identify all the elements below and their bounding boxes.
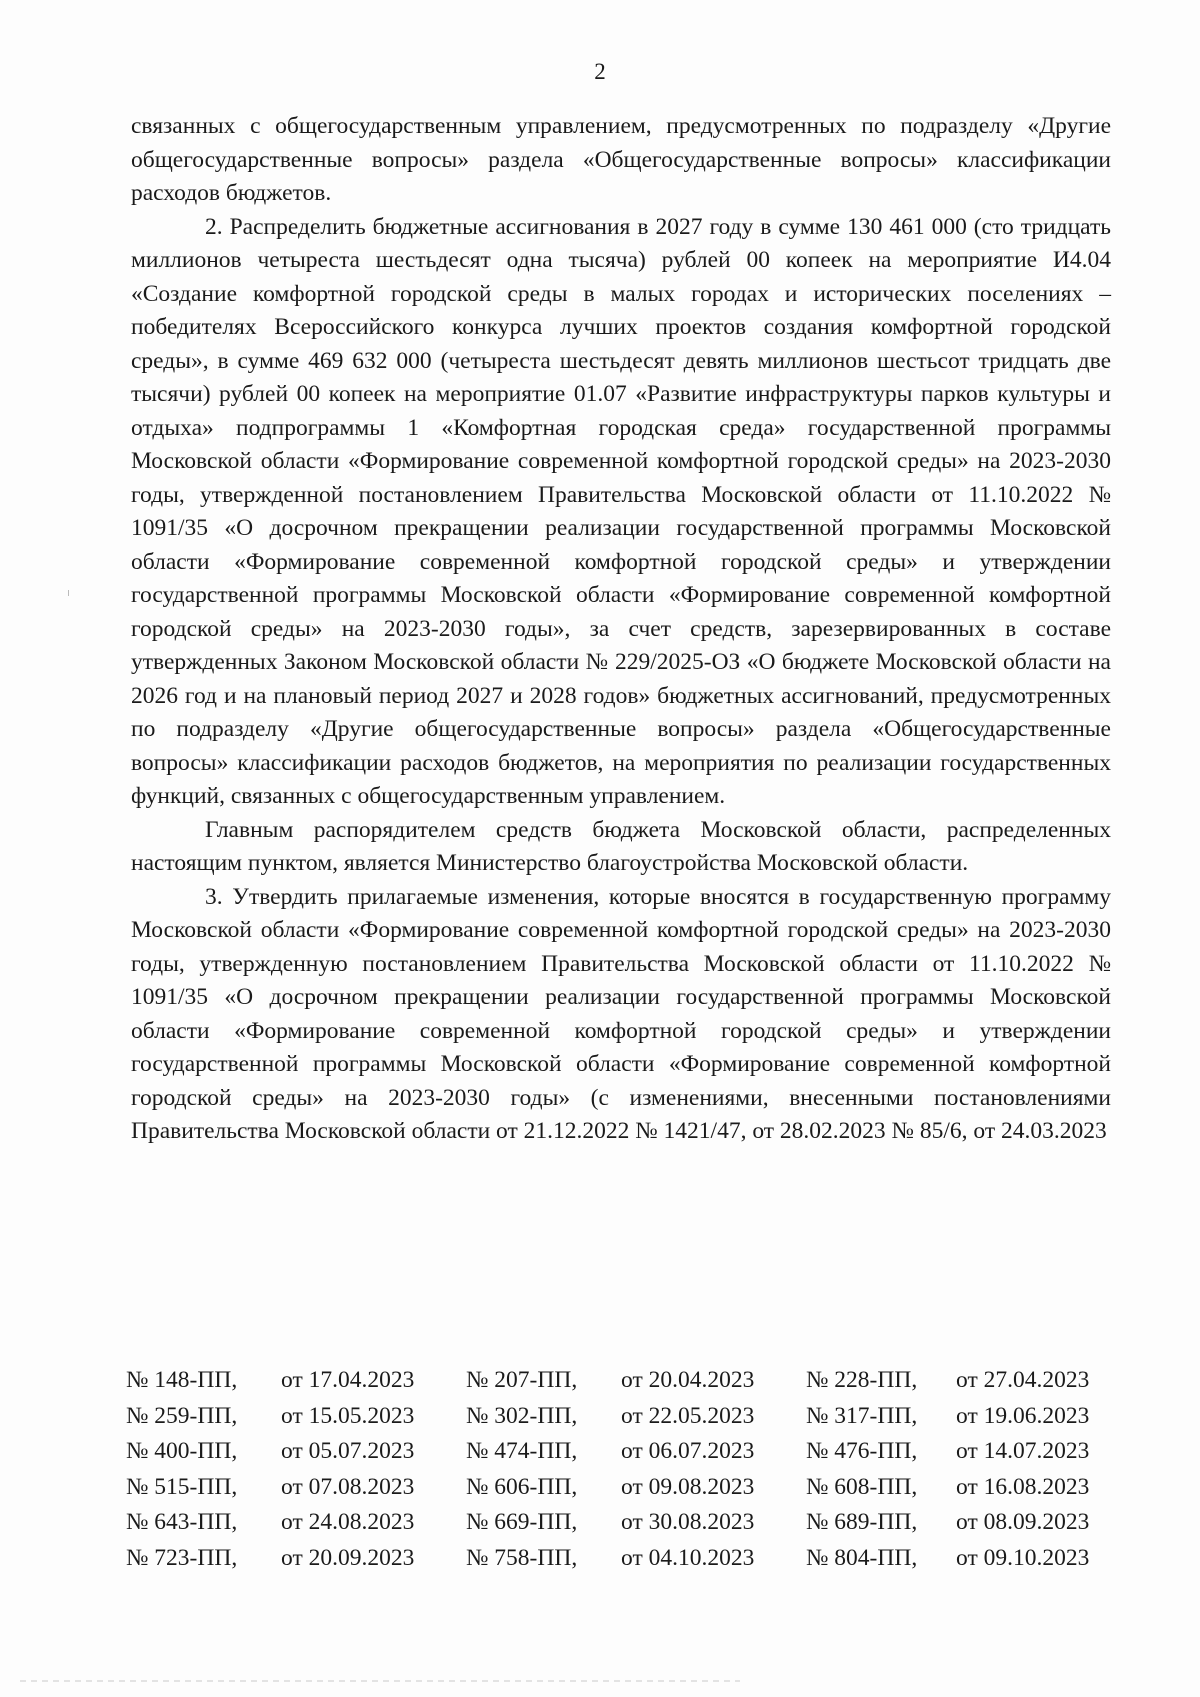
decree-number: № 474-ПП, [466,1438,578,1464]
decree-number: № 228-ПП, [806,1367,918,1393]
decree-list [126,1367,1116,1580]
paragraph-chief-administrator: Главным распорядителем средств бюджета Московской области, распределенных настоящим пунктом, является Министерство благоустройства Московской области. [131,816,1111,876]
decree-number: № 606-ПП, [466,1473,578,1500]
page-number: 2 [594,59,606,84]
decree-date: от 20.04.2023 [621,1367,755,1393]
decree-date: от 17.04.2023 [281,1367,415,1393]
decree-number: № 804-ПП, [806,1544,918,1571]
decree-number: № 515-ПП, [126,1473,238,1500]
decree-number: № 317-ПП, [806,1402,918,1429]
paragraph-item-3: 3. Утвердить прилагаемые изменения, которые вносятся в государственную программу Московской области «Формирование современной комфортной городской среды» на 2023-2030 годы, утвержденную постановлением Правительства Московской области от 11.10.2022 № 1091/35 «О досрочном прекращении реализации государственной программы Московской области «Формирование современной комфортной городской среды» и утверждении государственной программы Московской области «Формирование современной комфортной городской среды» на 2023-2030 годы» (с изменениями, внесенными постановлениями Правительства Московской области от 21.12.2022 № 1421/47, от 28.02.2023 № 85/6, от 24.03.2023 [131,883,1111,1144]
decree-number: № 669-ПП, [466,1509,578,1535]
decree-date: от 20.09.2023 [281,1544,415,1571]
decree-number: № 302-ПП, [466,1402,578,1429]
decree-number: № 476-ПП, [806,1438,918,1464]
decree-row [126,1545,1116,1581]
decree-number: № 723-ПП, [126,1544,238,1571]
decree-date: от 14.07.2023 [956,1438,1090,1464]
decree-date: от 19.06.2023 [956,1402,1090,1429]
decree-number: № 148-ПП, [126,1367,238,1393]
decree-row [126,1474,1116,1510]
decree-date: от 04.10.2023 [621,1544,755,1571]
decree-date: от 05.07.2023 [281,1438,415,1464]
document-body [131,110,1111,1149]
decree-row [126,1367,1116,1403]
paragraph-item-2: 2. Распределить бюджетные ассигнования в 2027 году в сумме 130 461 000 (сто тридцать миллионов четыреста шестьдесят одна тысяча) рублей 00 копеек на мероприятие И4.04 «Создание комфортной городской среды в малых городах и исторических поселениях – победителях Всероссийского конкурса лучших проектов создания комфортной городской среды», в сумме 469 632 000 (четыреста шестьдесят девять миллионов шестьсот тридцать две тысячи) рублей 00 копеек на мероприятие 01.07 «Развитие инфраструктуры парков культуры и отдыха» подпрограммы 1 «Комфортная городская среда» государственной программы Московской области «Формирование современной комфортной городской среды» на 2023-2030 годы, утвержденной постановлением Правительства Московской области от 11.10.2022 № 1091/35 «О досрочном прекращении реализации государственной программы Московской области «Формирование современной комфортной городской среды» и утверждении государственной программы Московской области «Формирование современной комфортной городской среды» на 2023-2030 годы», за счет средств, зарезервированных в составе утвержденных Законом Московской области № 229/2025-ОЗ «О бюджете Московской области на 2026 год и на плановый период 2027 и 2028 годов» бюджетных ассигнований, предусмотренных по подразделу «Другие общегосударственные вопросы» раздела «Общегосударственные вопросы» классификации расходов бюджетов, на мероприятия по реализации государственных функций, связанных с общегосударственным управлением. [131,213,1111,809]
decree-row [126,1509,1116,1545]
decree-date: от 16.08.2023 [956,1473,1090,1500]
decree-number: № 400-ПП, [126,1438,238,1464]
decree-date: от 09.10.2023 [956,1544,1090,1571]
decree-row [126,1403,1116,1439]
scan-artifact [68,590,69,596]
decree-date: от 09.08.2023 [621,1473,755,1500]
decree-number: № 207-ПП, [466,1367,578,1393]
decree-number: № 689-ПП, [806,1509,918,1535]
decree-number: № 643-ПП, [126,1509,238,1535]
decree-date: от 30.08.2023 [621,1509,755,1535]
decree-number: № 259-ПП, [126,1402,238,1429]
decree-date: от 08.09.2023 [956,1509,1090,1535]
scan-artifact [20,1680,740,1682]
decree-date: от 27.04.2023 [956,1367,1090,1393]
decree-row [126,1438,1116,1474]
decree-number: № 608-ПП, [806,1473,918,1500]
decree-date: от 22.05.2023 [621,1402,755,1429]
decree-date: от 07.08.2023 [281,1473,415,1500]
decree-date: от 24.08.2023 [281,1509,415,1535]
decree-date: от 15.05.2023 [281,1402,415,1429]
decree-date: от 06.07.2023 [621,1438,755,1464]
paragraph-continuation: связанных с общегосударственным управлением, предусмотренных по подразделу «Другие общегосударственные вопросы» раздела «Общегосударственные вопросы» классификации расходов бюджетов. [131,113,1111,206]
decree-number: № 758-ПП, [466,1544,578,1571]
